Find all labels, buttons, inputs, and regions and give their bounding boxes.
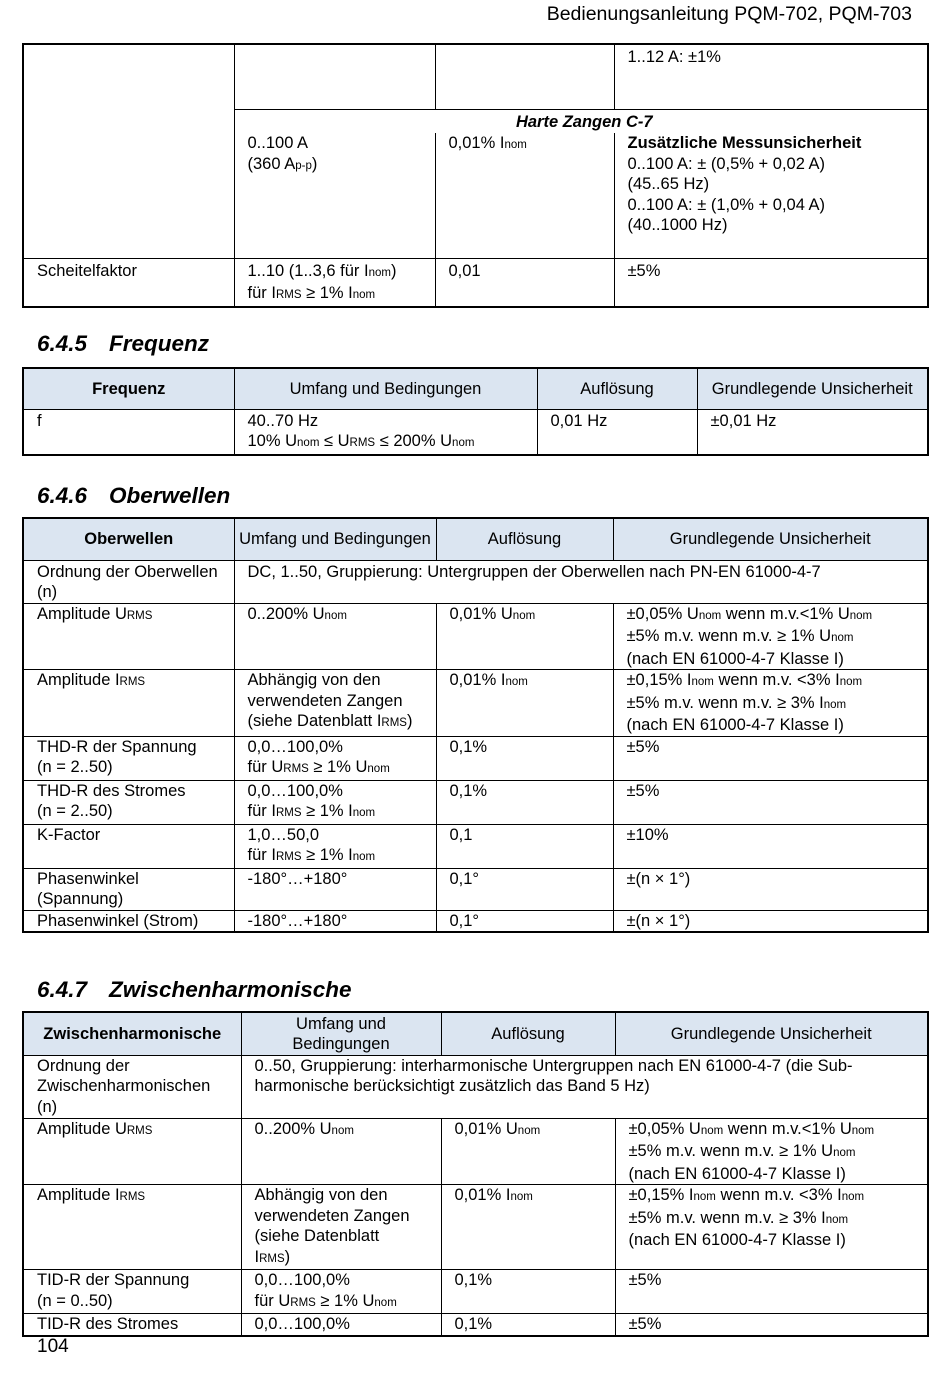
harm-amp-u-label: Amplitude URMS <box>23 603 234 670</box>
harm-thdu-uncertainty: ±5% <box>613 736 928 780</box>
page-number: 104 <box>37 1336 69 1357</box>
section-title-zwischenharmonische: 6.4.7 Zwischenharmonische <box>37 977 352 1002</box>
ih-amp-i-range: Abhängig von den verwendeten Zangen (siehe Datenblatt IRMS) <box>241 1185 441 1270</box>
harm-kfactor-range: 1,0…50,0 für IRMS ≥ 1% Inom <box>234 824 436 868</box>
crest-label: Scheitelfaktor <box>23 258 234 307</box>
freq-header-resolution: Auflösung <box>537 368 697 409</box>
ih-tidu-uncertainty: ±5% <box>615 1270 928 1314</box>
ih-tidu-resolution: 0,1% <box>441 1270 615 1314</box>
page-header: Bedienungsanleitung PQM-702, PQM-703 <box>546 3 912 25</box>
harm-phase-i-resolution: 0,1° <box>436 910 613 932</box>
ih-amp-u-resolution: 0,01% Unom <box>441 1118 615 1185</box>
harm-phase-u-uncertainty: ±(n × 1°) <box>613 868 928 910</box>
harm-order-label: Ordnung der Oberwellen (n) <box>23 560 234 603</box>
harm-thdi-resolution: 0,1% <box>436 780 613 824</box>
harm-thdu-resolution: 0,1% <box>436 736 613 780</box>
current-spec-table <box>22 43 929 308</box>
freq-range: 40..70 Hz 10% Unom ≤ URMS ≤ 200% Unom <box>234 409 537 455</box>
harm-thdu-label: THD-R der Spannung (n = 2..50) <box>23 736 234 780</box>
harm-thdi-label: THD-R des Stromes (n = 2..50) <box>23 780 234 824</box>
ih-order-label: Ordnung der Zwischenharmonischen (n) <box>23 1055 241 1118</box>
harm-kfactor-uncertainty: ±10% <box>613 824 928 868</box>
freq-header-range: Umfang und Bedingungen <box>234 368 537 409</box>
harm-kfactor-label: K-Factor <box>23 824 234 868</box>
freq-header-label: Frequenz <box>23 368 234 409</box>
crest-uncertainty: ±5% <box>614 258 928 307</box>
ih-amp-u-label: Amplitude URMS <box>23 1118 241 1185</box>
ih-amp-i-label: Amplitude IRMS <box>23 1185 241 1270</box>
ih-tidu-range: 0,0…100,0% für URMS ≥ 1% Unom <box>241 1270 441 1314</box>
freq-resolution: 0,01 Hz <box>537 409 697 455</box>
ih-tidi-resolution: 0,1% <box>441 1314 615 1336</box>
interharmonics-table <box>22 1011 929 1337</box>
harm-thdi-range: 0,0…100,0% für IRMS ≥ 1% Inom <box>234 780 436 824</box>
cont-empty-1 <box>23 44 234 109</box>
ih-amp-i-resolution: 0,01% Inom <box>441 1185 615 1270</box>
harm-header-range: Umfang und Bedingungen <box>234 518 436 560</box>
harm-amp-u-range: 0..200% Unom <box>234 603 436 670</box>
ih-amp-i-uncertainty: ±0,15% Inom wenn m.v. <3% Inom ±5% m.v. wenn m.v. ≥ 3% Inom (nach EN 61000-4-7 Klasse I) <box>615 1185 928 1270</box>
ih-header-uncertainty: Grundlegende Unsicherheit <box>615 1012 928 1055</box>
section-title-oberwellen: 6.4.6 Oberwellen <box>37 483 231 508</box>
ih-header-label: Zwischenharmonische <box>23 1012 241 1055</box>
clamp-empty-2 <box>23 133 234 258</box>
cont-empty-3 <box>435 44 614 109</box>
clamp-title: Harte Zangen C-7 <box>234 109 928 133</box>
crest-resolution: 0,01 <box>435 258 614 307</box>
clamp-uncertainty: Zusätzliche Messunsicherheit 0..100 A: ± (0,5% + 0,02 A) (45..65 Hz) 0..100 A: ± (1,0% + 0,04 A) (40..1000 Hz) <box>614 133 928 258</box>
harm-phase-i-label: Phasenwinkel (Strom) <box>23 910 234 932</box>
ih-amp-u-uncertainty: ±0,05% Unom wenn m.v.<1% Unom ±5% m.v. wenn m.v. ≥ 1% Unom (nach EN 61000-4-7 Klasse I) <box>615 1118 928 1185</box>
ih-tidi-label: TID-R des Stromes <box>23 1314 241 1336</box>
harmonics-table <box>22 517 929 933</box>
ih-tidu-label: TID-R der Spannung (n = 0..50) <box>23 1270 241 1314</box>
harm-phase-u-range: -180°…+180° <box>234 868 436 910</box>
harm-amp-i-label: Amplitude IRMS <box>23 670 234 737</box>
harm-phase-u-label: Phasenwinkel (Spannung) <box>23 868 234 910</box>
harm-order-text: DC, 1..50, Gruppierung: Untergruppen der Oberwellen nach PN-EN 61000-4-7 <box>234 560 928 603</box>
harm-amp-i-range: Abhängig von den verwendeten Zangen (siehe Datenblatt IRMS) <box>234 670 436 737</box>
freq-header-uncertainty: Grundlegende Unsicherheit <box>697 368 928 409</box>
section-title-frequenz: 6.4.5 Frequenz <box>37 331 210 356</box>
ih-header-range: Umfang und Bedingungen <box>241 1012 441 1055</box>
ih-amp-u-range: 0..200% Unom <box>241 1118 441 1185</box>
cont-empty-2 <box>234 44 435 109</box>
harm-amp-u-resolution: 0,01% Unom <box>436 603 613 670</box>
harm-amp-i-resolution: 0,01% Inom <box>436 670 613 737</box>
clamp-empty <box>23 109 234 133</box>
crest-range: 1..10 (1..3,6 für Inom) für IRMS ≥ 1% Inom <box>234 258 435 307</box>
harm-thdi-uncertainty: ±5% <box>613 780 928 824</box>
frequency-table <box>22 367 929 456</box>
harm-header-resolution: Auflösung <box>436 518 613 560</box>
harm-phase-i-range: -180°…+180° <box>234 910 436 932</box>
harm-header-uncertainty: Grundlegende Unsicherheit <box>613 518 928 560</box>
harm-amp-u-uncertainty: ±0,05% Unom wenn m.v.<1% Unom ±5% m.v. wenn m.v. ≥ 1% Unom (nach EN 61000-4-7 Klasse I) <box>613 603 928 670</box>
ih-tidi-range: 0,0…100,0% <box>241 1314 441 1336</box>
clamp-resolution: 0,01% Inom <box>435 133 614 258</box>
harm-phase-u-resolution: 0,1° <box>436 868 613 910</box>
ih-tidi-uncertainty: ±5% <box>615 1314 928 1336</box>
clamp-range: 0..100 A (360 Ap-p) <box>234 133 435 258</box>
harm-phase-i-uncertainty: ±(n × 1°) <box>613 910 928 932</box>
ih-order-text: 0..50, Gruppierung: interharmonische Untergruppen nach EN 61000-4-7 (die Sub- harmonische berücksichtigt zusätzlich das Band 5 Hz) <box>241 1055 928 1118</box>
harm-thdu-range: 0,0…100,0% für URMS ≥ 1% Unom <box>234 736 436 780</box>
freq-label: f <box>23 409 234 455</box>
cont-value: 1..12 A: ±1% <box>614 44 928 109</box>
freq-uncertainty: ±0,01 Hz <box>697 409 928 455</box>
ih-header-resolution: Auflösung <box>441 1012 615 1055</box>
harm-header-label: Oberwellen <box>23 518 234 560</box>
harm-kfactor-resolution: 0,1 <box>436 824 613 868</box>
harm-amp-i-uncertainty: ±0,15% Inom wenn m.v. <3% Inom ±5% m.v. wenn m.v. ≥ 3% Inom (nach EN 61000-4-7 Klasse I) <box>613 670 928 737</box>
